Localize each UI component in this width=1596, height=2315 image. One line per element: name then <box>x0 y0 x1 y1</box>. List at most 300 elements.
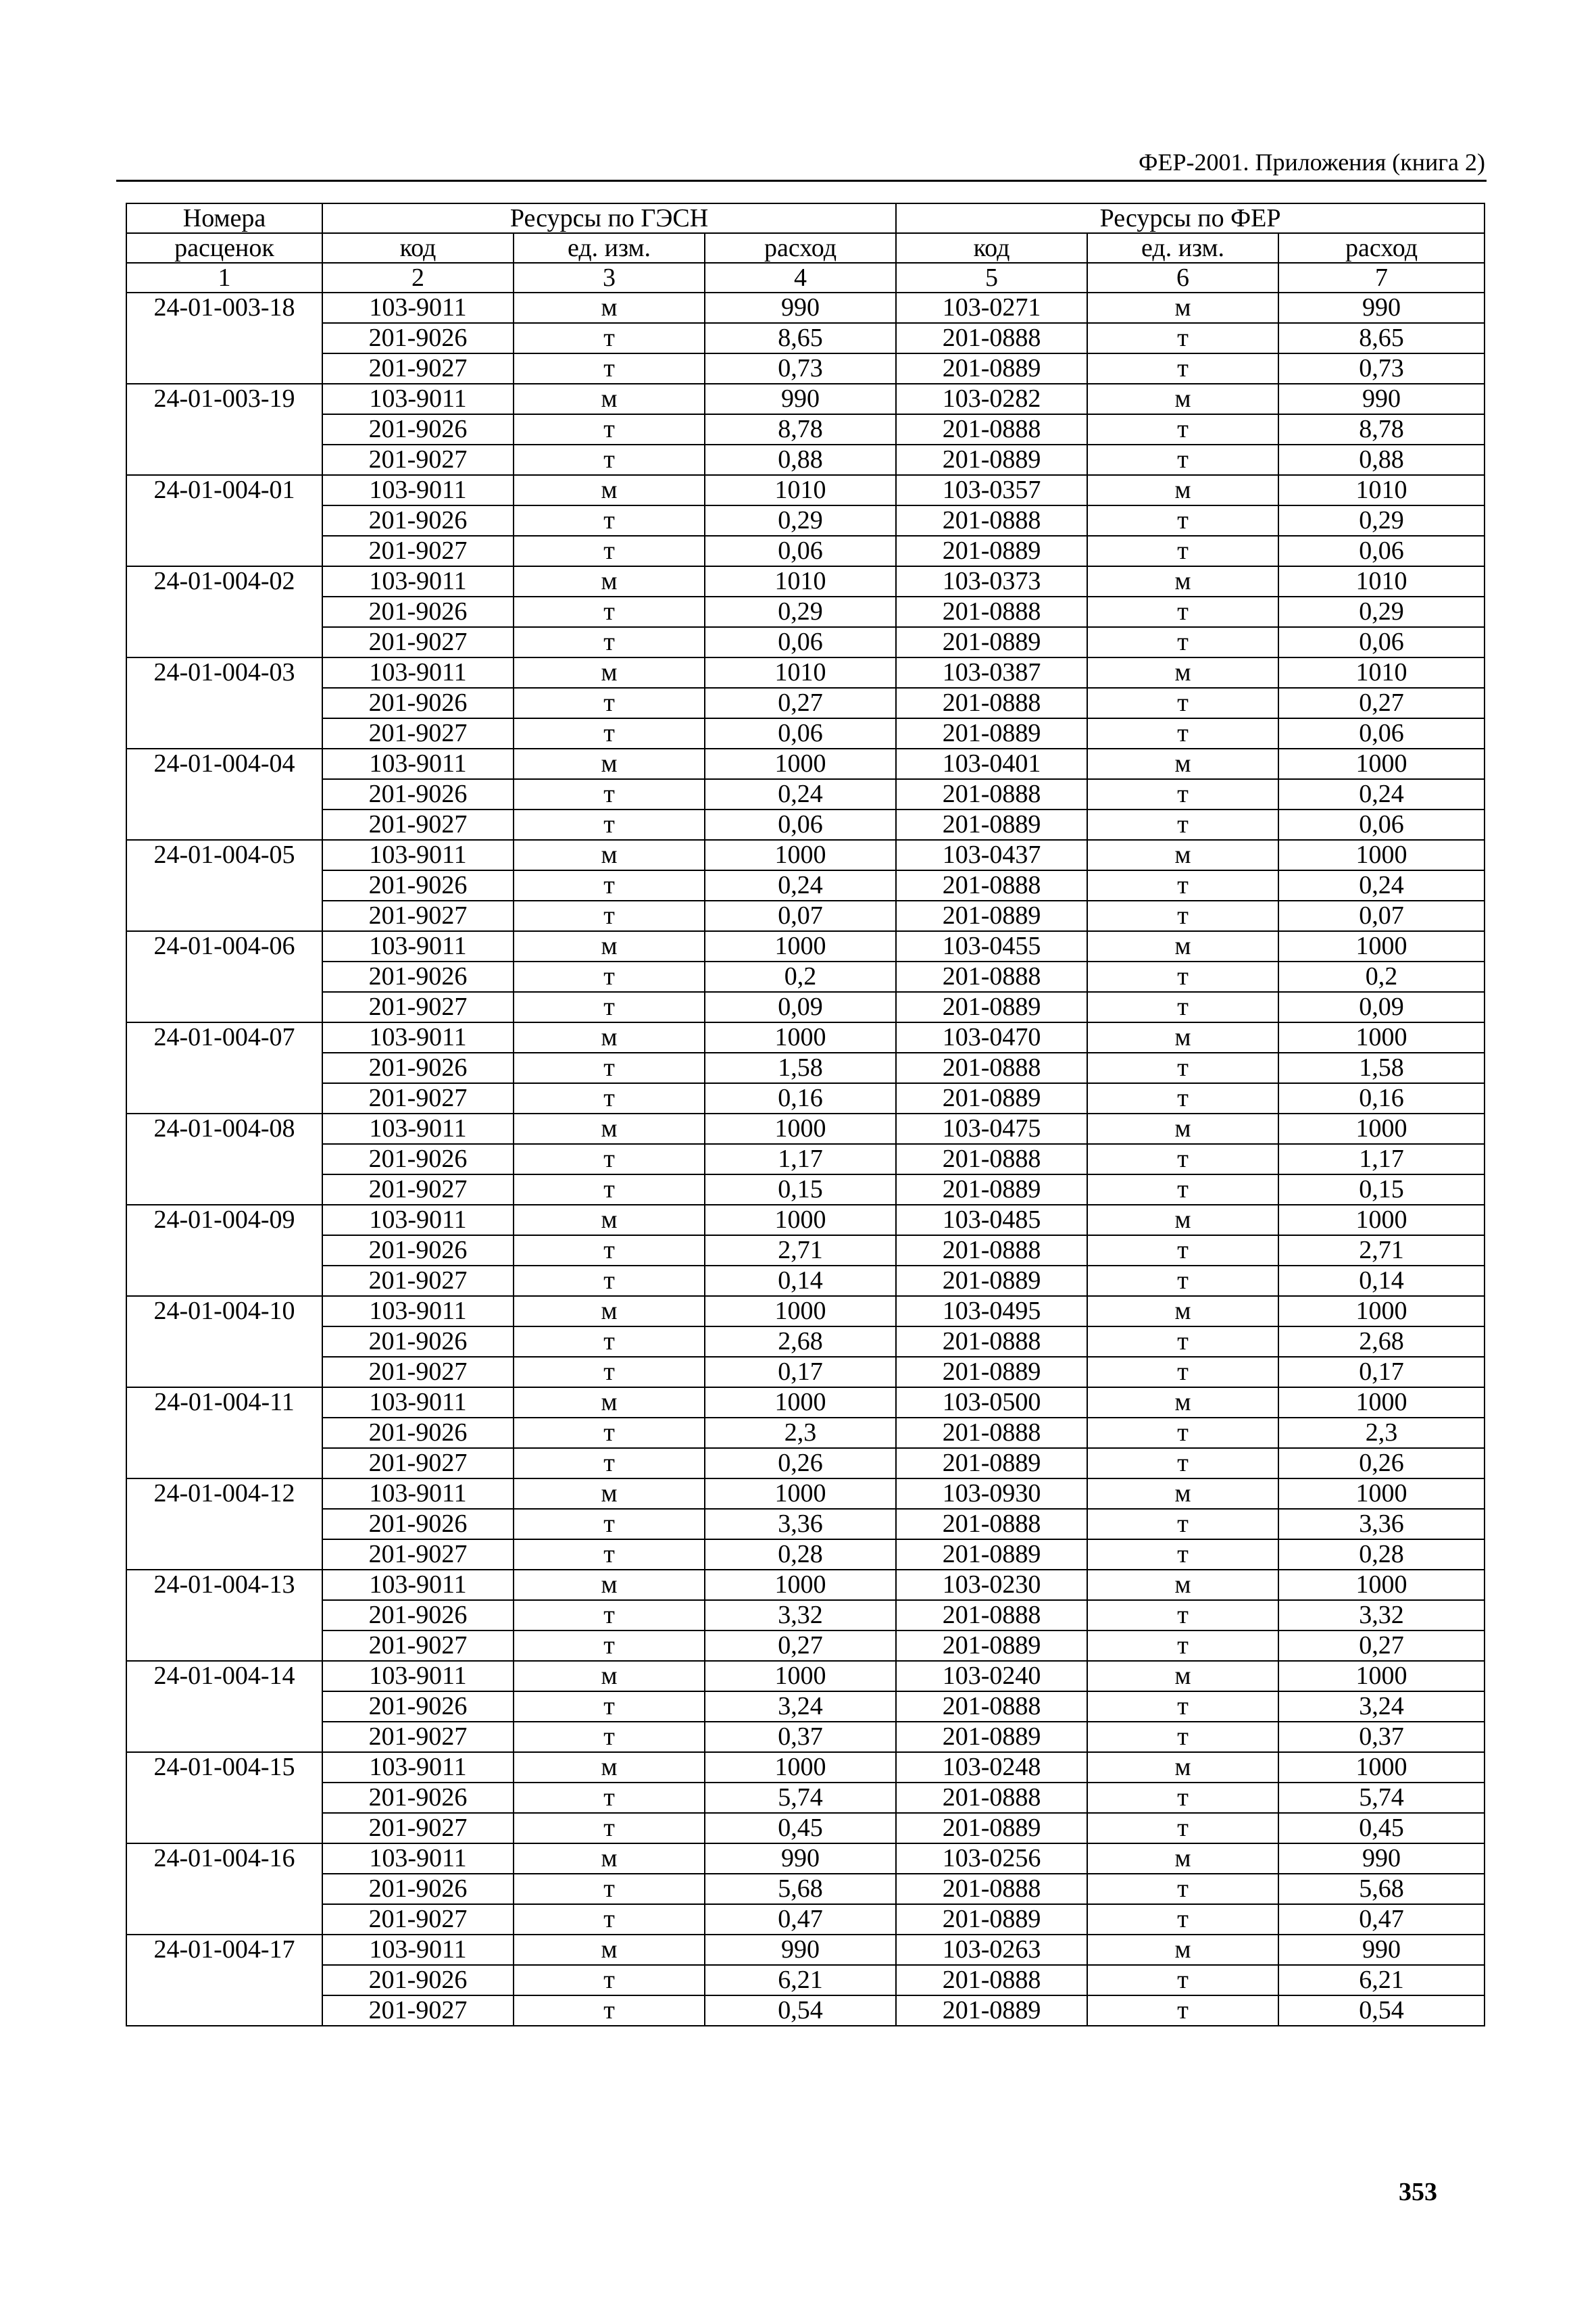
column-number: 4 <box>705 263 896 293</box>
gesn-qty-cell: 3,36 <box>705 1509 896 1539</box>
fer-unit-cell: т <box>1087 1266 1278 1296</box>
table-row <box>126 475 1485 505</box>
rate-number-cell: 24-01-004-10 <box>126 1296 322 1387</box>
gesn-unit-cell: м <box>514 475 705 505</box>
fer-unit-cell: т <box>1087 1783 1278 1813</box>
gesn-qty-cell: 0,26 <box>705 1448 896 1478</box>
header-fer-group: Ресурсы по ФЕР <box>896 203 1485 233</box>
fer-unit-cell: т <box>1087 1874 1278 1904</box>
table-row <box>126 1296 1485 1326</box>
table-row <box>126 1053 1485 1083</box>
fer-qty-cell: 1010 <box>1278 566 1485 597</box>
fer-unit-cell: м <box>1087 1296 1278 1326</box>
gesn-unit-cell: т <box>514 1874 705 1904</box>
rate-number-cell: 24-01-003-19 <box>126 384 322 475</box>
gesn-unit-cell: м <box>514 657 705 688</box>
fer-unit-cell: т <box>1087 597 1278 627</box>
gesn-code-cell: 201-9027 <box>322 1083 514 1114</box>
fer-code-cell: 201-0888 <box>896 1053 1087 1083</box>
fer-code-cell: 103-0373 <box>896 566 1087 597</box>
fer-code-cell: 201-0888 <box>896 1965 1087 1995</box>
gesn-code-cell: 103-9011 <box>322 657 514 688</box>
gesn-unit-cell: т <box>514 323 705 353</box>
fer-unit-cell: т <box>1087 1418 1278 1448</box>
fer-qty-cell: 990 <box>1278 1843 1485 1874</box>
rate-number-cell: 24-01-004-02 <box>126 566 322 657</box>
rate-number-cell: 24-01-004-17 <box>126 1935 322 2026</box>
fer-code-cell: 103-0230 <box>896 1570 1087 1600</box>
gesn-qty-cell: 6,21 <box>705 1965 896 1995</box>
gesn-qty-cell: 0,16 <box>705 1083 896 1114</box>
gesn-unit-cell: т <box>514 1691 705 1722</box>
table-row <box>126 1965 1485 1995</box>
table-row <box>126 718 1485 749</box>
table-row <box>126 627 1485 657</box>
fer-code-cell: 201-0889 <box>896 1174 1087 1205</box>
rate-number-cell: 24-01-004-11 <box>126 1387 322 1478</box>
fer-qty-cell: 1000 <box>1278 1296 1485 1326</box>
gesn-qty-cell: 0,29 <box>705 505 896 536</box>
fer-qty-cell: 0,15 <box>1278 1174 1485 1205</box>
gesn-unit-cell: т <box>514 1813 705 1843</box>
fer-unit-cell: т <box>1087 1965 1278 1995</box>
rate-number-cell: 24-01-004-03 <box>126 657 322 749</box>
gesn-unit-cell: т <box>514 414 705 445</box>
fer-unit-cell: т <box>1087 1357 1278 1387</box>
gesn-unit-cell: т <box>514 1783 705 1813</box>
fer-qty-cell: 0,24 <box>1278 870 1485 901</box>
column-number: 3 <box>514 263 705 293</box>
gesn-unit-cell: т <box>514 1965 705 1995</box>
fer-qty-cell: 0,29 <box>1278 597 1485 627</box>
fer-unit-cell: т <box>1087 1509 1278 1539</box>
fer-code-cell: 201-0888 <box>896 1509 1087 1539</box>
table-row <box>126 1448 1485 1478</box>
fer-qty-cell: 1000 <box>1278 1022 1485 1053</box>
table-row <box>126 445 1485 475</box>
table-row <box>126 1022 1485 1053</box>
fer-unit-cell: м <box>1087 475 1278 505</box>
gesn-code-cell: 201-9026 <box>322 1053 514 1083</box>
gesn-unit-cell: т <box>514 1509 705 1539</box>
gesn-qty-cell: 0,06 <box>705 810 896 840</box>
gesn-code-cell: 201-9027 <box>322 1995 514 2026</box>
fer-qty-cell: 2,68 <box>1278 1326 1485 1357</box>
fer-qty-cell: 0,17 <box>1278 1357 1485 1387</box>
gesn-code-cell: 201-9027 <box>322 1266 514 1296</box>
gesn-qty-cell: 0,07 <box>705 901 896 931</box>
gesn-unit-cell: т <box>514 870 705 901</box>
rate-number-cell: 24-01-004-09 <box>126 1205 322 1296</box>
table-row <box>126 505 1485 536</box>
gesn-qty-cell: 0,88 <box>705 445 896 475</box>
fer-qty-cell: 0,54 <box>1278 1995 1485 2026</box>
fer-qty-cell: 1000 <box>1278 931 1485 962</box>
gesn-unit-cell: м <box>514 749 705 779</box>
gesn-qty-cell: 3,32 <box>705 1600 896 1631</box>
gesn-qty-cell: 0,17 <box>705 1357 896 1387</box>
column-number: 2 <box>322 263 514 293</box>
gesn-code-cell: 103-9011 <box>322 1752 514 1783</box>
resources-table <box>126 203 1485 2026</box>
fer-unit-cell: т <box>1087 1448 1278 1478</box>
fer-unit-cell: т <box>1087 1053 1278 1083</box>
gesn-code-cell: 201-9027 <box>322 1904 514 1935</box>
rate-number-cell: 24-01-004-05 <box>126 840 322 931</box>
gesn-unit-cell: м <box>514 293 705 323</box>
gesn-code-cell: 103-9011 <box>322 475 514 505</box>
fer-code-cell: 201-0888 <box>896 1326 1087 1357</box>
table-row <box>126 1418 1485 1448</box>
gesn-qty-cell: 0,15 <box>705 1174 896 1205</box>
fer-code-cell: 201-0888 <box>896 962 1087 992</box>
gesn-code-cell: 103-9011 <box>322 1478 514 1509</box>
gesn-code-cell: 201-9026 <box>322 505 514 536</box>
gesn-unit-cell: т <box>514 1235 705 1266</box>
fer-qty-cell: 5,68 <box>1278 1874 1485 1904</box>
table-row <box>126 323 1485 353</box>
gesn-qty-cell: 0,24 <box>705 870 896 901</box>
gesn-unit-cell: м <box>514 1022 705 1053</box>
fer-code-cell: 201-0889 <box>896 992 1087 1022</box>
gesn-unit-cell: т <box>514 1995 705 2026</box>
table-row <box>126 1387 1485 1418</box>
fer-unit-cell: м <box>1087 931 1278 962</box>
fer-code-cell: 201-0888 <box>896 1418 1087 1448</box>
gesn-qty-cell: 0,73 <box>705 353 896 384</box>
fer-unit-cell: т <box>1087 718 1278 749</box>
gesn-qty-cell: 8,78 <box>705 414 896 445</box>
gesn-qty-cell: 1000 <box>705 1387 896 1418</box>
fer-unit-cell: м <box>1087 1478 1278 1509</box>
gesn-code-cell: 201-9026 <box>322 1326 514 1357</box>
table-row <box>126 1509 1485 1539</box>
gesn-qty-cell: 2,71 <box>705 1235 896 1266</box>
table-row <box>126 1539 1485 1570</box>
gesn-unit-cell: м <box>514 1752 705 1783</box>
fer-code-cell: 201-0888 <box>896 870 1087 901</box>
rate-number-cell: 24-01-003-18 <box>126 293 322 384</box>
gesn-code-cell: 201-9027 <box>322 718 514 749</box>
gesn-code-cell: 201-9026 <box>322 1965 514 1995</box>
rate-number-cell: 24-01-004-15 <box>126 1752 322 1843</box>
fer-unit-cell: т <box>1087 962 1278 992</box>
header-rate-no-line2: расценок <box>126 233 322 263</box>
fer-code-cell: 103-0271 <box>896 293 1087 323</box>
fer-code-cell: 201-0888 <box>896 779 1087 810</box>
table-row <box>126 1083 1485 1114</box>
fer-code-cell: 103-0437 <box>896 840 1087 870</box>
fer-qty-cell: 0,06 <box>1278 627 1485 657</box>
header-fer-qty: расход <box>1278 233 1485 263</box>
fer-unit-cell: м <box>1087 1843 1278 1874</box>
fer-code-cell: 201-0888 <box>896 1874 1087 1904</box>
fer-code-cell: 103-0500 <box>896 1387 1087 1418</box>
fer-qty-cell: 0,27 <box>1278 688 1485 718</box>
fer-qty-cell: 0,07 <box>1278 901 1485 931</box>
fer-code-cell: 201-0889 <box>896 1357 1087 1387</box>
table-row <box>126 293 1485 323</box>
gesn-qty-cell: 1010 <box>705 475 896 505</box>
gesn-qty-cell: 2,3 <box>705 1418 896 1448</box>
gesn-unit-cell: т <box>514 1418 705 1448</box>
fer-unit-cell: т <box>1087 901 1278 931</box>
fer-code-cell: 201-0888 <box>896 414 1087 445</box>
header-gesn-code: код <box>322 233 514 263</box>
fer-code-cell: 103-0357 <box>896 475 1087 505</box>
gesn-code-cell: 201-9026 <box>322 1874 514 1904</box>
fer-qty-cell: 0,73 <box>1278 353 1485 384</box>
fer-qty-cell: 0,14 <box>1278 1266 1485 1296</box>
gesn-unit-cell: т <box>514 1083 705 1114</box>
fer-unit-cell: т <box>1087 505 1278 536</box>
gesn-qty-cell: 0,54 <box>705 1995 896 2026</box>
fer-qty-cell: 0,16 <box>1278 1083 1485 1114</box>
fer-qty-cell: 1010 <box>1278 475 1485 505</box>
gesn-qty-cell: 0,24 <box>705 779 896 810</box>
table-row <box>126 1935 1485 1965</box>
gesn-qty-cell: 0,45 <box>705 1813 896 1843</box>
table-row <box>126 1326 1485 1357</box>
gesn-code-cell: 201-9026 <box>322 1783 514 1813</box>
gesn-qty-cell: 0,09 <box>705 992 896 1022</box>
gesn-unit-cell: т <box>514 1266 705 1296</box>
gesn-code-cell: 103-9011 <box>322 1843 514 1874</box>
fer-code-cell: 103-0455 <box>896 931 1087 962</box>
gesn-qty-cell: 5,74 <box>705 1783 896 1813</box>
table-row <box>126 597 1485 627</box>
gesn-code-cell: 201-9027 <box>322 1174 514 1205</box>
table-row <box>126 1144 1485 1174</box>
fer-qty-cell: 0,06 <box>1278 718 1485 749</box>
table-row <box>126 779 1485 810</box>
fer-code-cell: 201-0889 <box>896 627 1087 657</box>
fer-unit-cell: м <box>1087 1661 1278 1691</box>
gesn-code-cell: 201-9026 <box>322 1509 514 1539</box>
gesn-code-cell: 103-9011 <box>322 749 514 779</box>
gesn-qty-cell: 990 <box>705 1843 896 1874</box>
fer-code-cell: 201-0889 <box>896 718 1087 749</box>
fer-code-cell: 103-0248 <box>896 1752 1087 1783</box>
rate-number-cell: 24-01-004-08 <box>126 1114 322 1205</box>
gesn-qty-cell: 0,29 <box>705 597 896 627</box>
gesn-qty-cell: 1000 <box>705 1478 896 1509</box>
fer-qty-cell: 1000 <box>1278 1205 1485 1235</box>
table-row <box>126 657 1485 688</box>
table-body <box>126 293 1485 2026</box>
gesn-unit-cell: т <box>514 1357 705 1387</box>
table-head <box>126 203 1485 293</box>
fer-code-cell: 201-0889 <box>896 1813 1087 1843</box>
gesn-unit-cell: м <box>514 384 705 414</box>
gesn-unit-cell: т <box>514 1631 705 1661</box>
fer-code-cell: 103-0475 <box>896 1114 1087 1144</box>
fer-unit-cell: м <box>1087 293 1278 323</box>
gesn-qty-cell: 1000 <box>705 1661 896 1691</box>
table-row <box>126 962 1485 992</box>
table-row <box>126 1722 1485 1752</box>
table-row <box>126 536 1485 566</box>
fer-qty-cell: 1000 <box>1278 1570 1485 1600</box>
fer-code-cell: 201-0889 <box>896 1631 1087 1661</box>
gesn-unit-cell: м <box>514 1478 705 1509</box>
fer-unit-cell: м <box>1087 1387 1278 1418</box>
table-row <box>126 1995 1485 2026</box>
fer-code-cell: 103-0470 <box>896 1022 1087 1053</box>
fer-code-cell: 103-0256 <box>896 1843 1087 1874</box>
gesn-unit-cell: м <box>514 1205 705 1235</box>
gesn-unit-cell: т <box>514 779 705 810</box>
fer-unit-cell: т <box>1087 353 1278 384</box>
fer-unit-cell: т <box>1087 414 1278 445</box>
gesn-code-cell: 103-9011 <box>322 1114 514 1144</box>
fer-code-cell: 201-0889 <box>896 901 1087 931</box>
table-row <box>126 1570 1485 1600</box>
fer-code-cell: 201-0889 <box>896 1904 1087 1935</box>
fer-code-cell: 201-0888 <box>896 1691 1087 1722</box>
table-row <box>126 992 1485 1022</box>
fer-code-cell: 103-0930 <box>896 1478 1087 1509</box>
fer-unit-cell: м <box>1087 1935 1278 1965</box>
fer-qty-cell: 0,28 <box>1278 1539 1485 1570</box>
fer-unit-cell: т <box>1087 445 1278 475</box>
fer-unit-cell: м <box>1087 1022 1278 1053</box>
gesn-code-cell: 201-9027 <box>322 901 514 931</box>
gesn-unit-cell: м <box>514 1661 705 1691</box>
fer-qty-cell: 1000 <box>1278 1661 1485 1691</box>
gesn-unit-cell: м <box>514 931 705 962</box>
rate-number-cell: 24-01-004-01 <box>126 475 322 566</box>
fer-code-cell: 103-0263 <box>896 1935 1087 1965</box>
gesn-qty-cell: 3,24 <box>705 1691 896 1722</box>
table-row <box>126 870 1485 901</box>
fer-code-cell: 201-0889 <box>896 353 1087 384</box>
table-row <box>126 1205 1485 1235</box>
gesn-code-cell: 201-9026 <box>322 779 514 810</box>
fer-code-cell: 201-0888 <box>896 323 1087 353</box>
fer-code-cell: 201-0889 <box>896 1722 1087 1752</box>
header-gesn-qty: расход <box>705 233 896 263</box>
gesn-code-cell: 201-9026 <box>322 1144 514 1174</box>
gesn-unit-cell: т <box>514 1539 705 1570</box>
gesn-qty-cell: 990 <box>705 384 896 414</box>
gesn-code-cell: 201-9027 <box>322 1722 514 1752</box>
fer-unit-cell: м <box>1087 566 1278 597</box>
gesn-unit-cell: т <box>514 505 705 536</box>
fer-unit-cell: т <box>1087 870 1278 901</box>
fer-unit-cell: т <box>1087 1600 1278 1631</box>
fer-unit-cell: т <box>1087 1174 1278 1205</box>
rate-number-cell: 24-01-004-06 <box>126 931 322 1022</box>
fer-qty-cell: 0,88 <box>1278 445 1485 475</box>
column-number: 6 <box>1087 263 1278 293</box>
gesn-unit-cell: т <box>514 901 705 931</box>
gesn-qty-cell: 5,68 <box>705 1874 896 1904</box>
table-row <box>126 1600 1485 1631</box>
gesn-unit-cell: м <box>514 840 705 870</box>
gesn-code-cell: 201-9027 <box>322 1539 514 1570</box>
gesn-code-cell: 103-9011 <box>322 840 514 870</box>
gesn-code-cell: 201-9027 <box>322 992 514 1022</box>
gesn-code-cell: 103-9011 <box>322 1296 514 1326</box>
gesn-code-cell: 201-9026 <box>322 1418 514 1448</box>
gesn-qty-cell: 0,06 <box>705 718 896 749</box>
table-row <box>126 384 1485 414</box>
column-number: 5 <box>896 263 1087 293</box>
table-row <box>126 1904 1485 1935</box>
fer-qty-cell: 5,74 <box>1278 1783 1485 1813</box>
table-row <box>126 810 1485 840</box>
fer-qty-cell: 1000 <box>1278 1478 1485 1509</box>
header-gesn-group: Ресурсы по ГЭСН <box>322 203 896 233</box>
gesn-qty-cell: 1000 <box>705 1022 896 1053</box>
rate-number-cell: 24-01-004-04 <box>126 749 322 840</box>
fer-unit-cell: м <box>1087 840 1278 870</box>
fer-qty-cell: 0,06 <box>1278 810 1485 840</box>
gesn-unit-cell: т <box>514 1174 705 1205</box>
fer-code-cell: 103-0401 <box>896 749 1087 779</box>
gesn-qty-cell: 1010 <box>705 566 896 597</box>
gesn-code-cell: 201-9026 <box>322 1691 514 1722</box>
gesn-unit-cell: т <box>514 962 705 992</box>
header-rule <box>116 180 1487 182</box>
gesn-code-cell: 103-9011 <box>322 1387 514 1418</box>
table-row <box>126 1752 1485 1783</box>
gesn-qty-cell: 0,27 <box>705 1631 896 1661</box>
gesn-unit-cell: т <box>514 992 705 1022</box>
gesn-qty-cell: 0,2 <box>705 962 896 992</box>
gesn-code-cell: 103-9011 <box>322 1570 514 1600</box>
table-row <box>126 1661 1485 1691</box>
gesn-code-cell: 103-9011 <box>322 931 514 962</box>
gesn-unit-cell: м <box>514 566 705 597</box>
gesn-unit-cell: т <box>514 353 705 384</box>
fer-code-cell: 103-0387 <box>896 657 1087 688</box>
column-number: 7 <box>1278 263 1485 293</box>
fer-unit-cell: т <box>1087 1722 1278 1752</box>
gesn-code-cell: 201-9026 <box>322 597 514 627</box>
gesn-qty-cell: 990 <box>705 293 896 323</box>
gesn-qty-cell: 0,47 <box>705 1904 896 1935</box>
fer-unit-cell: м <box>1087 384 1278 414</box>
gesn-code-cell: 103-9011 <box>322 566 514 597</box>
gesn-unit-cell: т <box>514 1722 705 1752</box>
gesn-code-cell: 201-9027 <box>322 1813 514 1843</box>
gesn-code-cell: 201-9027 <box>322 445 514 475</box>
rate-number-cell: 24-01-004-13 <box>126 1570 322 1661</box>
gesn-qty-cell: 0,06 <box>705 536 896 566</box>
table-row <box>126 1783 1485 1813</box>
rate-number-cell: 24-01-004-14 <box>126 1661 322 1752</box>
fer-unit-cell: т <box>1087 323 1278 353</box>
fer-unit-cell: т <box>1087 1235 1278 1266</box>
fer-unit-cell: м <box>1087 1114 1278 1144</box>
fer-unit-cell: т <box>1087 627 1278 657</box>
fer-qty-cell: 8,78 <box>1278 414 1485 445</box>
gesn-code-cell: 201-9027 <box>322 353 514 384</box>
fer-qty-cell: 0,47 <box>1278 1904 1485 1935</box>
gesn-unit-cell: т <box>514 1448 705 1478</box>
fer-code-cell: 201-0889 <box>896 810 1087 840</box>
gesn-unit-cell: м <box>514 1387 705 1418</box>
rate-number-cell: 24-01-004-12 <box>126 1478 322 1570</box>
fer-qty-cell: 1000 <box>1278 1387 1485 1418</box>
fer-code-cell: 201-0889 <box>896 1539 1087 1570</box>
fer-code-cell: 201-0889 <box>896 1083 1087 1114</box>
gesn-code-cell: 201-9027 <box>322 1357 514 1387</box>
table-row <box>126 566 1485 597</box>
fer-qty-cell: 0,27 <box>1278 1631 1485 1661</box>
